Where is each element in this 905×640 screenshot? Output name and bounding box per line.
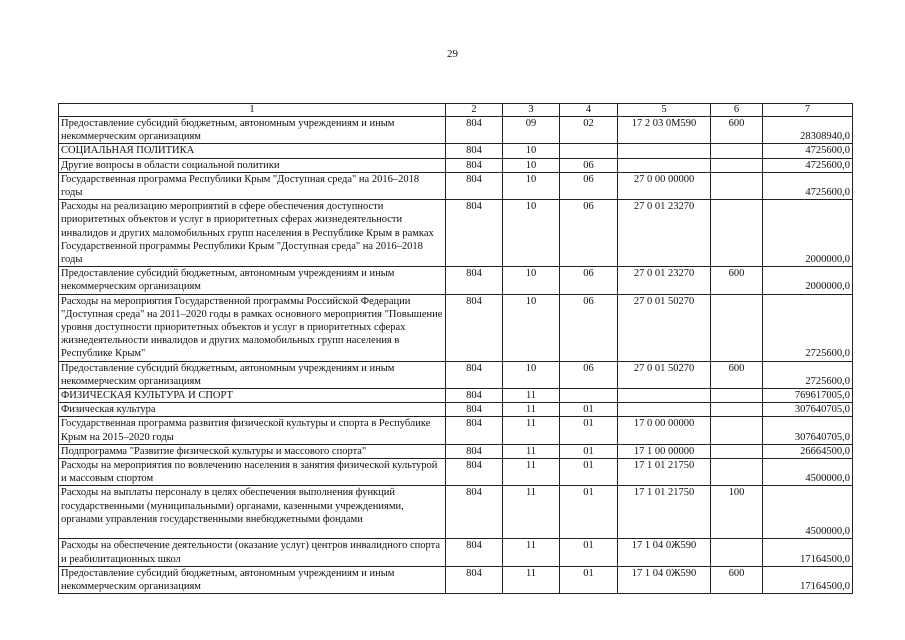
section-code-cell: 11	[503, 459, 560, 486]
ministry-code-cell: 804	[446, 389, 503, 403]
sum-cell: 28308940,0	[763, 117, 853, 144]
subsection-code-cell: 01	[560, 459, 618, 486]
sum-cell: 2000000,0	[763, 200, 853, 267]
subsection-code-cell: 06	[560, 200, 618, 267]
table-row	[59, 486, 853, 539]
target-article-cell: 17 2 03 0М590	[618, 117, 711, 144]
subsection-code-cell: 06	[560, 267, 618, 294]
ministry-code-cell: 804	[446, 267, 503, 294]
section-code-cell: 11	[503, 403, 560, 417]
row-name-cell: Другие вопросы в области социальной политики	[59, 158, 446, 172]
expense-type-cell: 600	[711, 267, 763, 294]
expense-type-cell: 600	[711, 117, 763, 144]
subsection-code-cell: 01	[560, 539, 618, 566]
row-name-cell: Расходы на обеспечение деятельности (оказание услуг) центров инвалидного спорта и реабилитационных школ	[59, 539, 446, 566]
column-number: 3	[503, 104, 560, 117]
section-code-cell: 09	[503, 117, 560, 144]
row-name-cell: Расходы на реализацию мероприятий в сфере обеспечения доступности приоритетных объектов и услуг в приоритетных сферах жизнедеятельности инвалидов и других маломобильных групп населения в Республике Крым в рамках Государственной программы Республики Крым "Доступная среда" на 2016–2018 годы	[59, 200, 446, 267]
sum-cell: 4500000,0	[763, 459, 853, 486]
expense-type-cell	[711, 294, 763, 361]
section-code-cell: 11	[503, 539, 560, 566]
ministry-code-cell: 804	[446, 117, 503, 144]
table-row	[59, 267, 853, 294]
sum-cell: 2725600,0	[763, 361, 853, 388]
sum-cell: 26664500,0	[763, 444, 853, 458]
expense-type-cell	[711, 158, 763, 172]
ministry-code-cell: 804	[446, 144, 503, 158]
sum-cell: 2000000,0	[763, 267, 853, 294]
table-row	[59, 172, 853, 199]
row-name-cell: Предоставление субсидий бюджетным, автономным учреждениям и иным некоммерческим организациям	[59, 361, 446, 388]
column-number-row	[59, 104, 853, 117]
expense-type-cell: 600	[711, 361, 763, 388]
expense-type-cell	[711, 444, 763, 458]
table-row	[59, 144, 853, 158]
expense-type-cell	[711, 172, 763, 199]
column-number: 6	[711, 104, 763, 117]
target-article-cell: 27 0 01 23270	[618, 267, 711, 294]
column-number: 5	[618, 104, 711, 117]
row-name-cell: Подпрограмма "Развитие физической культуры и массового спорта"	[59, 444, 446, 458]
row-name-cell: Расходы на выплаты персоналу в целях обеспечения выполнения функций государственными (муниципальными) органами, казенными учреждениями, органами управления государственными внебюджетными фондами	[59, 486, 446, 539]
sum-cell: 17164500,0	[763, 539, 853, 566]
target-article-cell: 17 1 01 21750	[618, 486, 711, 539]
target-article-cell	[618, 158, 711, 172]
subsection-code-cell: 06	[560, 361, 618, 388]
ministry-code-cell: 804	[446, 172, 503, 199]
subsection-code-cell	[560, 144, 618, 158]
subsection-code-cell: 01	[560, 444, 618, 458]
ministry-code-cell: 804	[446, 459, 503, 486]
sum-cell: 17164500,0	[763, 566, 853, 593]
ministry-code-cell: 804	[446, 566, 503, 593]
sum-cell: 4725600,0	[763, 144, 853, 158]
target-article-cell	[618, 403, 711, 417]
section-code-cell: 11	[503, 444, 560, 458]
row-name-cell: СОЦИАЛЬНАЯ ПОЛИТИКА	[59, 144, 446, 158]
sum-cell: 4725600,0	[763, 172, 853, 199]
subsection-code-cell: 01	[560, 403, 618, 417]
section-code-cell: 10	[503, 144, 560, 158]
page-number: 29	[447, 48, 458, 60]
table-row	[59, 417, 853, 444]
section-code-cell: 11	[503, 417, 560, 444]
expense-type-cell: 100	[711, 486, 763, 539]
row-name-cell: Предоставление субсидий бюджетным, автономным учреждениям и иным некоммерческим организациям	[59, 117, 446, 144]
target-article-cell: 17 1 01 21750	[618, 459, 711, 486]
target-article-cell: 17 1 04 0Ж590	[618, 566, 711, 593]
section-code-cell: 11	[503, 486, 560, 539]
ministry-code-cell: 804	[446, 539, 503, 566]
sum-cell: 4500000,0	[763, 486, 853, 539]
target-article-cell: 27 0 00 00000	[618, 172, 711, 199]
row-name-cell: Расходы на мероприятия по вовлечению населения в занятия физической культурой и массовым спортом	[59, 459, 446, 486]
section-code-cell: 10	[503, 267, 560, 294]
table-row	[59, 539, 853, 566]
target-article-cell: 17 0 00 00000	[618, 417, 711, 444]
expense-type-cell	[711, 200, 763, 267]
expense-type-cell	[711, 403, 763, 417]
table-row	[59, 117, 853, 144]
ministry-code-cell: 804	[446, 200, 503, 267]
subsection-code-cell: 06	[560, 294, 618, 361]
budget-table	[58, 103, 853, 594]
expense-type-cell	[711, 389, 763, 403]
table-row	[59, 389, 853, 403]
section-code-cell: 10	[503, 294, 560, 361]
target-article-cell: 27 0 01 50270	[618, 294, 711, 361]
ministry-code-cell: 804	[446, 486, 503, 539]
subsection-code-cell: 01	[560, 417, 618, 444]
column-number: 1	[59, 104, 446, 117]
subsection-code-cell: 01	[560, 486, 618, 539]
ministry-code-cell: 804	[446, 294, 503, 361]
subsection-code-cell	[560, 389, 618, 403]
section-code-cell: 11	[503, 566, 560, 593]
expense-type-cell: 600	[711, 566, 763, 593]
subsection-code-cell: 06	[560, 172, 618, 199]
section-code-cell: 10	[503, 172, 560, 199]
sum-cell: 769617005,0	[763, 389, 853, 403]
target-article-cell	[618, 389, 711, 403]
expense-type-cell	[711, 459, 763, 486]
row-name-cell: ФИЗИЧЕСКАЯ КУЛЬТУРА И СПОРТ	[59, 389, 446, 403]
subsection-code-cell: 06	[560, 158, 618, 172]
subsection-code-cell: 02	[560, 117, 618, 144]
target-article-cell: 17 1 00 00000	[618, 444, 711, 458]
row-name-cell: Предоставление субсидий бюджетным, автономным учреждениям и иным некоммерческим организациям	[59, 267, 446, 294]
sum-cell: 307640705,0	[763, 403, 853, 417]
ministry-code-cell: 804	[446, 403, 503, 417]
table-row	[59, 158, 853, 172]
section-code-cell: 10	[503, 200, 560, 267]
section-code-cell: 11	[503, 389, 560, 403]
ministry-code-cell: 804	[446, 444, 503, 458]
target-article-cell	[618, 144, 711, 158]
sum-cell: 2725600,0	[763, 294, 853, 361]
ministry-code-cell: 804	[446, 158, 503, 172]
ministry-code-cell: 804	[446, 361, 503, 388]
target-article-cell: 17 1 04 0Ж590	[618, 539, 711, 566]
table-row	[59, 459, 853, 486]
target-article-cell: 27 0 01 23270	[618, 200, 711, 267]
target-article-cell: 27 0 01 50270	[618, 361, 711, 388]
column-number: 4	[560, 104, 618, 117]
section-code-cell: 10	[503, 361, 560, 388]
expense-type-cell	[711, 417, 763, 444]
row-name-cell: Государственная программа Республики Крым "Доступная среда" на 2016–2018 годы	[59, 172, 446, 199]
expense-type-cell	[711, 144, 763, 158]
section-code-cell: 10	[503, 158, 560, 172]
table-row	[59, 566, 853, 593]
table-row	[59, 294, 853, 361]
sum-cell: 307640705,0	[763, 417, 853, 444]
table-row	[59, 444, 853, 458]
row-name-cell: Государственная программа развития физической культуры и спорта в Республике Крым на 2015–2020 годы	[59, 417, 446, 444]
subsection-code-cell: 01	[560, 566, 618, 593]
column-number: 7	[763, 104, 853, 117]
expense-type-cell	[711, 539, 763, 566]
row-name-cell: Расходы на мероприятия Государственной программы Российской Федерации "Доступная среда" на 2011–2020 годы в рамках основного мероприятия "Повышение уровня доступности приоритетных объектов и услуг в приоритетных сферах жизнедеятельности инвалидов и других маломобильных групп населения в Республике Крым"	[59, 294, 446, 361]
ministry-code-cell: 804	[446, 417, 503, 444]
column-number: 2	[446, 104, 503, 117]
table-row	[59, 361, 853, 388]
row-name-cell: Физическая культура	[59, 403, 446, 417]
sum-cell: 4725600,0	[763, 158, 853, 172]
table-row	[59, 200, 853, 267]
table-row	[59, 403, 853, 417]
row-name-cell: Предоставление субсидий бюджетным, автономным учреждениям и иным некоммерческим организациям	[59, 566, 446, 593]
